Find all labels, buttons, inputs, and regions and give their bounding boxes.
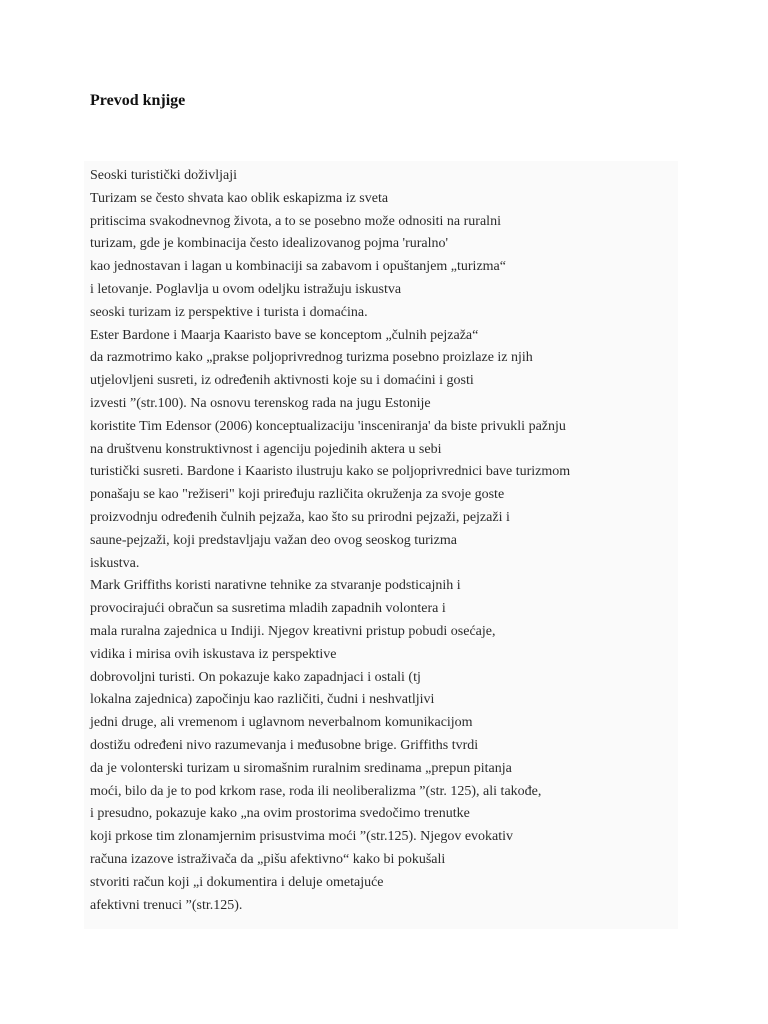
text-line: kao jednostavan i lagan u kombinaciji sa zabavom i opuštanjem „turizma“ [90,259,506,275]
text-line: Seoski turistički doživljaji [90,168,237,183]
text-line: koji prkose tim zlonamjernim prisustvima moći ”(str.125). Njegov evokativ [90,829,514,845]
text-line: moći, bilo da je to pod krkom rase, roda ili neoliberalizma ”(str. 125), ali takođe, [90,783,542,799]
text-line: ponašaju se kao "režiseri" koji priređuju različita okruženja za svoje goste [90,487,505,503]
text-line: da razmotrimo kako „prakse poljoprivrednog turizma posebno proizlaze iz njih [90,350,533,366]
text-line: Mark Griffiths koristi narativne tehnike za stvaranje podsticajnih i [90,578,461,594]
text-line: afektivni trenuci ”(str.125). [90,897,243,913]
text-line: turistički susreti. Bardone i Kaaristo ilustruju kako se poljoprivrednici bave turizmom [90,464,571,480]
text-line: vidika i mirisa ovih iskustava iz perspektive [90,646,337,662]
text-line: iskustva. [90,555,140,571]
text-line: proizvodnju određenih čulnih pejzaža, kao što su prirodni pejzaži, pejzaži i [90,509,510,525]
text-line: lokalna zajednica) započinju kao različiti, čudni i neshvatljivi [90,692,435,708]
text-line: da je volonterski turizam u siromašnim ruralnim sredinama „prepun pitanja [90,760,512,776]
text-line: stvoriti račun koji „i dokumentira i deluje ometajuće [90,874,384,890]
page-title: Prevod knjige [90,92,186,109]
document-text-block [84,161,678,929]
text-line: i letovanje. Poglavlja u ovom odeljku istražuju iskustva [90,281,402,297]
text-line: jedni druge, ali vremenom i uglavnom neverbalnom komunikacijom [90,715,473,731]
text-line: računa izazove istraživača da „pišu afektivno“ kako bi pokušali [90,851,446,867]
text-line: utjelovljeni susreti, iz određenih aktivnosti koje su i domaćini i gosti [90,373,474,389]
text-line: na društvenu konstruktivnost i agenciju pojedinih aktera u sebi [90,441,442,457]
text-line: provocirajući obračun sa susretima mladih zapadnih volontera i [90,601,446,617]
text-line: saune-pejzaži, koji predstavljaju važan deo ovog seoskog turizma [90,532,457,548]
text-line: izvesti ”(str.100). Na osnovu terenskog rada na jugu Estonije [90,395,431,411]
text-line: turizam, gde je kombinacija često idealizovanog pojma 'ruralno' [90,236,449,252]
text-line: koristite Tim Edensor (2006) konceptualizaciju 'insceniranja' da biste privukli pažnju [90,418,566,434]
text-line: seoski turizam iz perspektive i turista i domaćina. [90,304,368,320]
text-line: dostižu određeni nivo razumevanja i međusobne brige. Griffiths tvrdi [90,737,479,753]
text-line: Turizam se često shvata kao oblik eskapizma iz sveta [90,190,389,206]
text-line: dobrovoljni turisti. On pokazuje kako zapadnjaci i ostali (tj [90,669,421,685]
text-line: mala ruralna zajednica u Indiji. Njegov kreativni pristup pobudi osećaje, [90,623,496,639]
text-line: i presudno, pokazuje kako „na ovim prostorima svedočimo trenutke [90,806,470,822]
text-line: Ester Bardone i Maarja Kaaristo bave se konceptom „čulnih pejzaža“ [90,327,479,343]
text-line: pritiscima svakodnevnog života, a to se posebno može odnositi na ruralni [90,213,501,229]
